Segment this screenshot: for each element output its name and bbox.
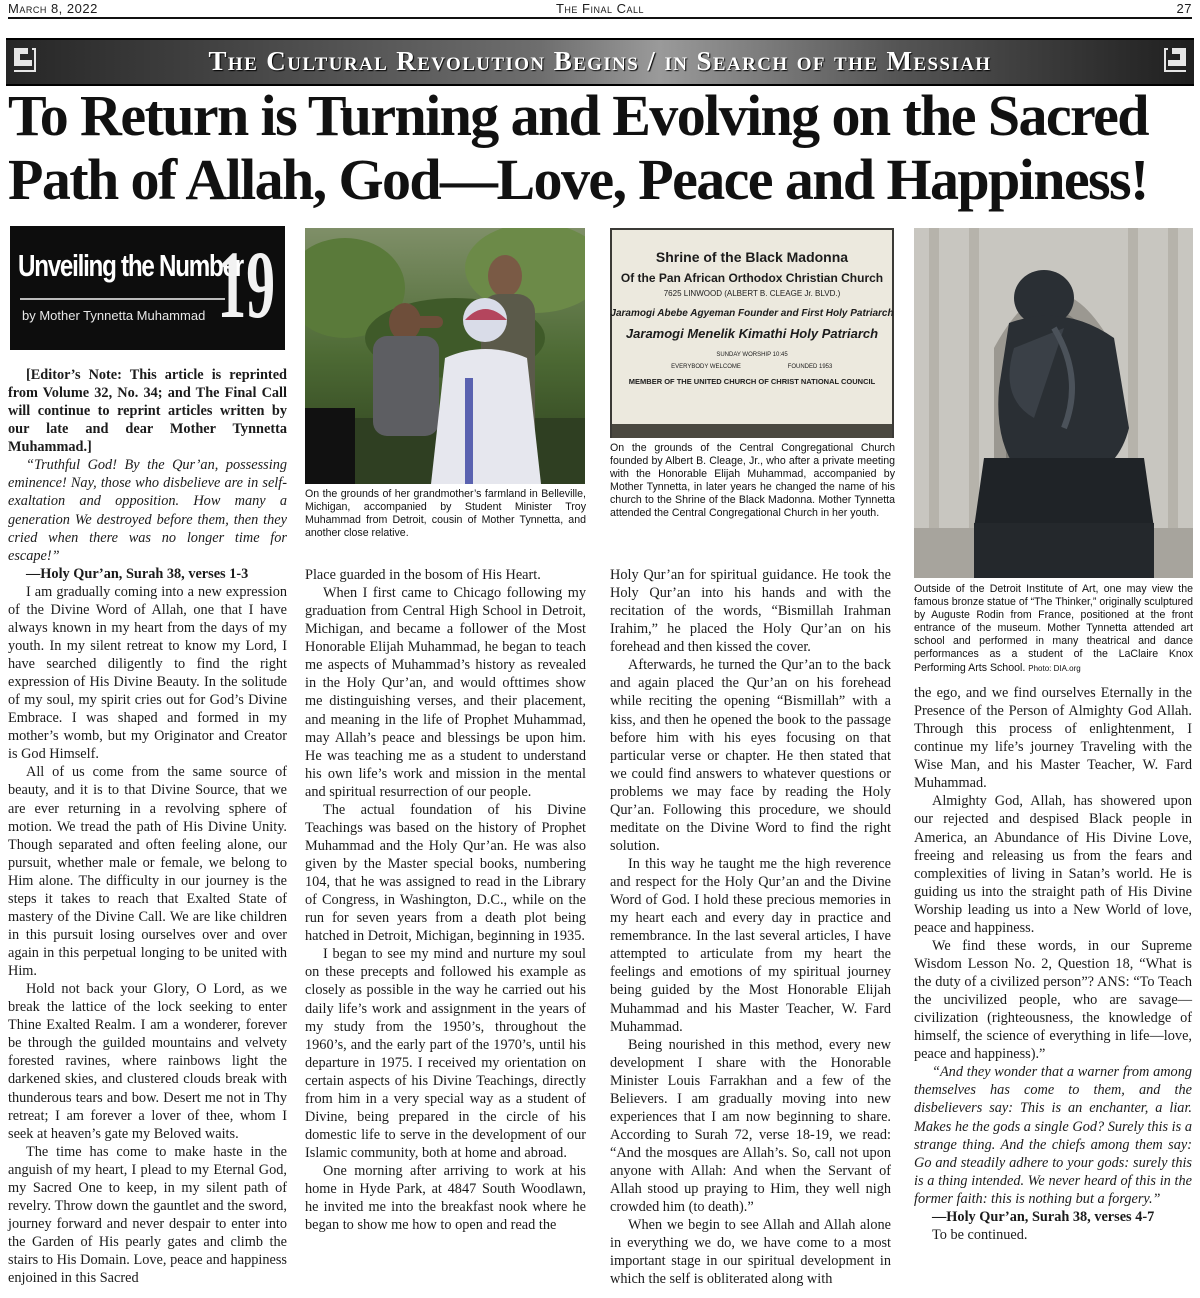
sign-line-1: Shrine of the Black Madonna [655, 249, 849, 265]
sign-line-6: SUNDAY WORSHIP 10:45 [716, 352, 788, 358]
column-logo [10, 226, 285, 350]
paragraph: the ego, and we find ourselves Eternally in the Presence of the Person of Almighty God Allah. Through this process of enlightenment, I continue my life’s journey Traveling with the Wise Man, and his Master Teacher, W. Fard Muhammad. [914, 685, 1192, 792]
paragraph: One morning after arriving to work at his home in Hyde Park, at 4847 South Woodlawn, he invited me into the breakfast nook where he began to show me how to open and read the [305, 1163, 586, 1234]
sign-line-8: MEMBER OF THE UNITED CHURCH OF CHRIST NATIONAL COUNCIL [628, 377, 876, 386]
article-column-1 [8, 366, 287, 1287]
ornament-icon [1160, 44, 1190, 76]
banner-title: The Cultural Revolution Begins / in Search of the Messiah [208, 46, 992, 76]
article-column-4 [914, 684, 1192, 1244]
closing-verse: “And they wonder that a warner from among themselves has come to them, and the disbelievers say: This is an enchanter, a liar. Makes he the gods a single God? Surely this is a strange thing. And the chiefs among them say: Go and steadily adhere to your gods: surely this is a thing intended. We never heard of this in the former faith: this is nothing but a forgery.” [914, 1064, 1192, 1207]
headline-line-1: To Return is Turning and Evolving on the Sacred [8, 83, 1148, 148]
article-column-3 [610, 566, 891, 1289]
sign-line-4: Jaramogi Abebe Agyeman Founder and First Holy Patriarch [610, 308, 894, 319]
sign-line-2: Of the Pan African Orthodox Christian Church [620, 271, 884, 285]
photo-the-thinker-image [914, 228, 1193, 578]
logo-title: Unveiling the Number [18, 248, 243, 283]
paragraph: When we begin to see Allah and Allah alone in everything we do, we have come to a most important stage in our spiritual development in which the self is obliterated along with [610, 1217, 891, 1288]
paragraph: Being nourished in this method, every new development I share with the Honorable Minister Louis Farrakhan and a few of the Believers. I am gradually moving into new experiences that I am now beginning to share. According to Surah 72, verse 18-19, we read: “And the mosques are Allah’s. So, call not upon anyone with Allah: And when the Servant of Allah stood up praying to Him, they well nigh crowded him (to death).” [610, 1036, 891, 1216]
paragraph: Place guarded in the bosom of His Heart. [305, 567, 541, 583]
sign-line-7b: FOUNDED 1953 [787, 364, 833, 370]
verse-reference: —Holy Qur’an, Surah 38, verses 1-3 [26, 565, 249, 582]
masthead [8, 0, 1192, 19]
paragraph: We find these words, in our Supreme Wisdom Lesson No. 2, Question 18, “What is the duty of a civilized person”? ANS: “To Teach the uncivilized people, who are savage—civilization (righteousness, the knowledge of himself, the science of everything in life—love, peace and happiness).” [914, 937, 1192, 1063]
sign-line-5: Jaramogi Menelik Kimathi Holy Patriarch [625, 326, 879, 341]
logo-byline: by Mother Tynnetta Muhammad [22, 308, 206, 323]
caption-church-sign: On the grounds of the Central Congregational Church founded by Albert B. Cleage, Jr., who after a private meeting with the Honorable Elijah Muhammad, accompanied by Mother Tynnetta, in later years he changed the name of his church to the Shrine of the Black Madonna. Mother Tynnetta attended the Central Congregational Church in her youth. [610, 442, 895, 520]
photo-church-sign-image [610, 228, 894, 438]
issue-date: March 8, 2022 [8, 1, 98, 16]
caption-the-thinker [914, 583, 1193, 675]
paragraph: When I first came to Chicago following my graduation from Central High School in Detroit, Michigan, and became a follower of the Most Honorable Elijah Muhammad, he began to teach me aspects of Muhammad’s history as revealed in the Holy Qur’an, and would ofttimes show me distinguishing verses, and their placement, and meaning in the life of Prophet Muhammad, may Allah’s peace and blessings be upon him. He was teaching me as a student to understand his own life’s work and mission in the mental and spiritual resurrection of our people. [305, 585, 586, 800]
paragraph: I am gradually coming into a new expression of the Divine Word of Allah, one that I have always known in my heart from the days of my youth. In my silent retreat to know my Lord, I have searched diligently to find the right expression of His Divine Beauty. In the solitude of my soul, my spirit cries out for God’s Divine Embrace. I was shaped and formed in my mother’s womb, but my Originator and Creator is God Himself. [8, 583, 287, 763]
verse-reference: —Holy Qur’an, Surah 38, verses 4-7 [932, 1208, 1155, 1225]
paragraph: All of us come from the same source of beauty, and it is to that Divine Source, that we are ever returning in a revolving sphere of motion. We tread the path of His Divine Unity. Though separated and often feeling alone, our pursuit, whether male or female, we belong to Him alone. The difficulty in our journey is the steps it takes to reach that Exalted State of mastery of the Divine Call. We are like children in this pursuit losing ourselves over and over again in this perpetual longing to be united with Him. [8, 764, 287, 980]
paragraph: Holy Qur’an for spiritual guidance. He took the Holy Qur’an into his hands and with the recitation of the words, “Bismillah Irahman Irahim,” he placed the Holy Qur’an on his forehead and then kissed the cover. [610, 567, 891, 656]
section-banner [6, 38, 1194, 86]
opening-verse: “Truthful God! By the Qur’an, possessing eminence! Nay, those who disbelieve are in self-exaltation and opposition. How many a generation We destroyed before them, then they cried when there was no longer time for escape!” [8, 457, 287, 564]
paragraph: In this way he taught me the high reverence and respect for the Holy Qur’an and the Divine Word of God. I hold these precious memories in my heart each and every day in practice and remembrance. In the last several articles, I have attempted to articulate from my heart the feelings and emotions of my spiritual journey being guided by the Most Honorable Elijah Muhammad and his Master Teacher, W. Fard Muhammad. [610, 856, 891, 1035]
headline [8, 84, 1194, 212]
caption-farmland: On the grounds of her grandmother’s farmland in Belleville, Michigan, accompanied by Student Minister Troy Muhammad from Detroit, cousin of Mother Tynnetta, and another close relative. [305, 488, 586, 540]
paragraph: I began to see my mind and nurture my soul on these precepts and followed his example as closely as possible in the way he carried out his daily life’s work and assignment in the years of my study from the 1950’s, throughout the 1960’s, and the early part of the 1970’s, until his departure in 1975. I received my orientation on certain aspects of his Divine Teachings, directly from him in a very special way as a student of Divine, being prepared in the circle of his domestic life to serve in the development of our Islamic community, both at home and abroad. [305, 946, 586, 1161]
logo-rule [20, 298, 225, 300]
to-be-continued: To be continued. [932, 1226, 1028, 1243]
photo-the-thinker [914, 228, 1193, 578]
photo-farmland [305, 228, 585, 484]
paragraph: Afterwards, he turned the Qur’an to the back and again placed the Qur’an on his forehead while reciting the opening “Bismillah” with a kiss, and then he opened the book to the passage before him with his eyes focusing on that particular verse or chapter. He then stated that we could find answers to whatever questions or problems we may face by reading the Holy Qur’an. Following this procedure, we should meditate on the Divine Word to find the right solution. [610, 657, 891, 854]
paragraph: Hold not back your Glory, O Lord, as we break the lattice of the lock seeking to enter Thine Exalted Realm. I am a wonderer, forever be through the guilded mountains and velvety forested ravines, where rainbows light the darkened skies, and clustered clouds break with thunderous tears and bow. Desert me not in Thy retreat; I am forever a lover of thee, whom I seek at heaven’s gate my Beloved waits. [8, 981, 287, 1142]
logo-number: 19 [217, 231, 275, 338]
sign-line-7a: EVERYBODY WELCOME [671, 364, 741, 370]
headline-line-2: Path of Allah, God—Love, Peace and Happiness! [8, 147, 1148, 212]
editors-note: [Editor’s Note: This article is reprinted from Volume 32, No. 34; and The Final Call will continue to reprint articles written by our late and dear Mother Tynnetta Muhammad.] [8, 367, 287, 456]
caption-the-thinker-text: Outside of the Detroit Institute of Art, one may view the famous bronze statue of “The Thinker,” originally sculptured by Auguste Rodin from France, positioned at the front entrance of the museum. Mother Tynnetta attended art school and performed in many theatrical and dance performances as a student of the LaClaire Knox Performing Arts School. [914, 583, 1193, 674]
paragraph: The actual foundation of his Divine Teachings was based on the history of Prophet Muhammad and the Holy Qur’an. He was also given by the Master special books, numbering 104, that he was assigned to read in the Library of Congress, in Washington, D.C., while on the run for seven years from a death plot being hatched in Detroit, Michigan, beginning in 1935. [305, 801, 586, 945]
paper-name: The Final Call [555, 1, 645, 16]
paragraph: Almighty God, Allah, has showered upon our rejected and despised Black people in America, an Abundance of His Divine Love, freeing and releasing us from the fears and complexities of living in Satan’s world. He is guiding us into the straight path of His Divine Worship leading us into a New World of love, peace and happiness. [914, 793, 1192, 936]
photo-credit: Photo: DIA.org [1028, 663, 1081, 673]
sign-line-3: 7625 LINWOOD (ALBERT B. CLEAGE Jr. BLVD.) [663, 289, 841, 298]
page-number: 27 [1176, 1, 1192, 16]
photo-farmland-image [305, 228, 585, 484]
paragraph: The time has come to make haste in the anguish of my heart, I plead to my Eternal God, my Sacred One to keep, in my silent path of revelry. Throw down the gauntlet and the sword, journey forward and never despair to enter into the Garden of His pearly gates and climb the stairs to His Domain. Love, peace and happiness enjoined in this Sacred [8, 1143, 287, 1287]
article-column-2 [305, 566, 586, 1234]
photo-church-sign [610, 228, 894, 438]
